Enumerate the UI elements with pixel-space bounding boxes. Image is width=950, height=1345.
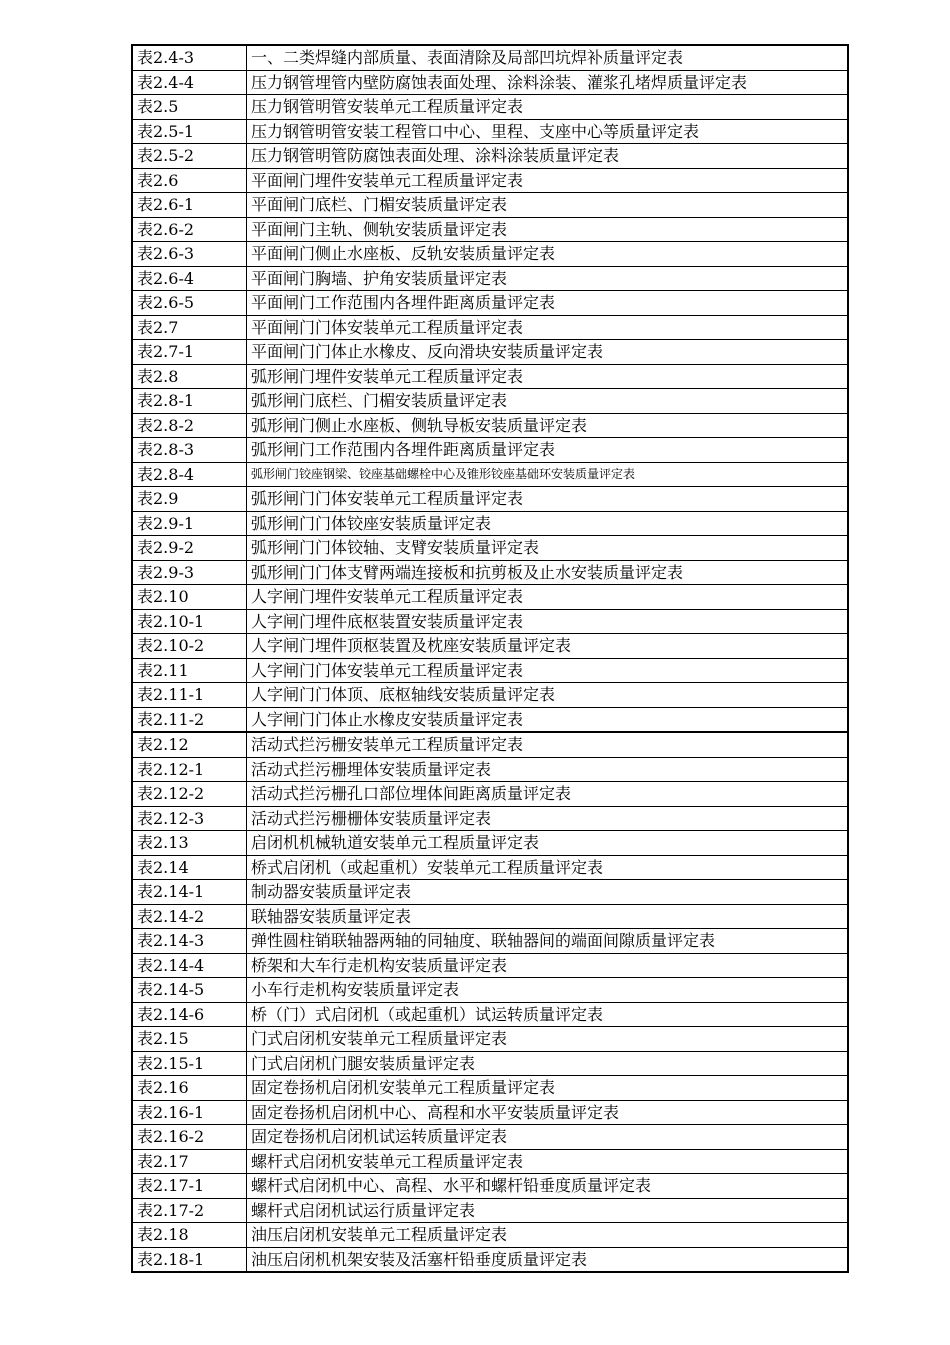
form-title-cell: 联轴器安装质量评定表 (247, 904, 849, 929)
form-title-cell: 弧形闸门底栏、门楣安装质量评定表 (247, 389, 849, 414)
table-row (132, 978, 848, 1003)
form-title-cell: 螺杆式启闭机安装单元工程质量评定表 (247, 1149, 849, 1174)
form-code-cell: 表2.12-3 (132, 806, 247, 831)
table-row (132, 536, 848, 561)
table-row (132, 585, 848, 610)
form-title-cell: 油压启闭机机架安装及活塞杆铅垂度质量评定表 (247, 1247, 849, 1272)
form-title-cell: 平面闸门埋件安装单元工程质量评定表 (247, 168, 849, 193)
form-title-cell: 弧形闸门铰座钢梁、铰座基础螺栓中心及锥形铰座基础环安装质量评定表 (247, 462, 849, 487)
form-title-cell: 平面闸门侧止水座板、反轨安装质量评定表 (247, 242, 849, 267)
form-title-cell: 人字闸门埋件安装单元工程质量评定表 (247, 585, 849, 610)
table-row (132, 855, 848, 880)
table-row (132, 1027, 848, 1052)
form-title-cell: 桥架和大车行走机构安装质量评定表 (247, 953, 849, 978)
form-code-cell: 表2.10-2 (132, 634, 247, 659)
form-code-cell: 表2.8 (132, 364, 247, 389)
form-code-cell: 表2.14-3 (132, 929, 247, 954)
form-code-cell: 表2.15 (132, 1027, 247, 1052)
form-code-cell: 表2.8-1 (132, 389, 247, 414)
form-title-cell: 弹性圆柱销联轴器两轴的同轴度、联轴器间的端面间隙质量评定表 (247, 929, 849, 954)
table-row (132, 806, 848, 831)
table-row (132, 315, 848, 340)
table-row (132, 732, 848, 757)
form-title-cell: 弧形闸门门体支臂两端连接板和抗剪板及止水安装质量评定表 (247, 560, 849, 585)
table-row (132, 511, 848, 536)
table-row (132, 1174, 848, 1199)
form-code-cell: 表2.10-1 (132, 609, 247, 634)
form-title-cell: 固定卷扬机启闭机中心、高程和水平安装质量评定表 (247, 1100, 849, 1125)
form-title-cell: 弧形闸门侧止水座板、侧轨导板安装质量评定表 (247, 413, 849, 438)
form-title-cell: 螺杆式启闭机中心、高程、水平和螺杆铅垂度质量评定表 (247, 1174, 849, 1199)
table-row (132, 462, 848, 487)
form-code-cell: 表2.11-1 (132, 683, 247, 708)
form-title-cell: 弧形闸门工作范围内各埋件距离质量评定表 (247, 438, 849, 463)
form-title-cell: 平面闸门门体止水橡皮、反向滑块安装质量评定表 (247, 340, 849, 365)
form-code-cell: 表2.7 (132, 315, 247, 340)
form-code-cell: 表2.8-4 (132, 462, 247, 487)
table-row (132, 487, 848, 512)
form-code-cell: 表2.7-1 (132, 340, 247, 365)
table-row (132, 831, 848, 856)
form-code-cell: 表2.14 (132, 855, 247, 880)
form-title-cell: 油压启闭机安装单元工程质量评定表 (247, 1223, 849, 1248)
form-index-table (131, 44, 849, 1273)
table-row (132, 782, 848, 807)
form-title-cell: 小车行走机构安装质量评定表 (247, 978, 849, 1003)
table-row (132, 1149, 848, 1174)
table-row (132, 1247, 848, 1272)
form-code-cell: 表2.5-1 (132, 119, 247, 144)
table-row (132, 1100, 848, 1125)
form-title-cell: 平面闸门底栏、门楣安装质量评定表 (247, 193, 849, 218)
form-index-body (132, 45, 848, 1272)
form-code-cell: 表2.13 (132, 831, 247, 856)
table-row (132, 1198, 848, 1223)
table-row (132, 364, 848, 389)
form-code-cell: 表2.8-3 (132, 438, 247, 463)
form-code-cell: 表2.6-2 (132, 217, 247, 242)
form-code-cell: 表2.16 (132, 1076, 247, 1101)
table-row (132, 1076, 848, 1101)
table-row (132, 880, 848, 905)
form-code-cell: 表2.6 (132, 168, 247, 193)
table-row (132, 683, 848, 708)
form-title-cell: 弧形闸门门体铰座安装质量评定表 (247, 511, 849, 536)
form-code-cell: 表2.18 (132, 1223, 247, 1248)
table-row (132, 560, 848, 585)
form-title-cell: 一、二类焊缝内部质量、表面清除及局部凹坑焊补质量评定表 (247, 45, 849, 70)
form-code-cell: 表2.12-2 (132, 782, 247, 807)
form-code-cell: 表2.14-5 (132, 978, 247, 1003)
table-row (132, 340, 848, 365)
form-title-cell: 门式启闭机安装单元工程质量评定表 (247, 1027, 849, 1052)
form-title-cell: 桥式启闭机（或起重机）安装单元工程质量评定表 (247, 855, 849, 880)
table-row (132, 242, 848, 267)
form-title-cell: 螺杆式启闭机试运行质量评定表 (247, 1198, 849, 1223)
table-row (132, 438, 848, 463)
table-row (132, 45, 848, 70)
form-code-cell: 表2.9-3 (132, 560, 247, 585)
table-row (132, 1125, 848, 1150)
form-code-cell: 表2.17-1 (132, 1174, 247, 1199)
table-row (132, 904, 848, 929)
table-row (132, 119, 848, 144)
form-title-cell: 弧形闸门埋件安装单元工程质量评定表 (247, 364, 849, 389)
form-title-cell: 固定卷扬机启闭机安装单元工程质量评定表 (247, 1076, 849, 1101)
form-code-cell: 表2.6-5 (132, 291, 247, 316)
form-code-cell: 表2.14-6 (132, 1002, 247, 1027)
form-code-cell: 表2.4-4 (132, 70, 247, 95)
table-row (132, 144, 848, 169)
form-code-cell: 表2.11-2 (132, 707, 247, 732)
form-title-cell: 固定卷扬机启闭机试运转质量评定表 (247, 1125, 849, 1150)
form-code-cell: 表2.9-2 (132, 536, 247, 561)
form-title-cell: 桥（门）式启闭机（或起重机）试运转质量评定表 (247, 1002, 849, 1027)
form-code-cell: 表2.9 (132, 487, 247, 512)
form-code-cell: 表2.15-1 (132, 1051, 247, 1076)
table-row (132, 1051, 848, 1076)
form-code-cell: 表2.4-3 (132, 45, 247, 70)
form-title-cell: 压力钢管明管防腐蚀表面处理、涂料涂装质量评定表 (247, 144, 849, 169)
form-title-cell: 平面闸门工作范围内各埋件距离质量评定表 (247, 291, 849, 316)
table-row (132, 266, 848, 291)
form-code-cell: 表2.9-1 (132, 511, 247, 536)
form-title-cell: 活动式拦污栅安装单元工程质量评定表 (247, 732, 849, 757)
form-code-cell: 表2.12 (132, 732, 247, 757)
form-title-cell: 启闭机机械轨道安装单元工程质量评定表 (247, 831, 849, 856)
table-row (132, 389, 848, 414)
table-row (132, 413, 848, 438)
form-code-cell: 表2.6-4 (132, 266, 247, 291)
table-row (132, 634, 848, 659)
form-code-cell: 表2.12-1 (132, 757, 247, 782)
form-title-cell: 人字闸门埋件底枢装置安装质量评定表 (247, 609, 849, 634)
table-row (132, 953, 848, 978)
form-code-cell: 表2.14-4 (132, 953, 247, 978)
form-title-cell: 活动式拦污栅孔口部位埋体间距离质量评定表 (247, 782, 849, 807)
table-row (132, 217, 848, 242)
table-row (132, 929, 848, 954)
table-row (132, 95, 848, 120)
form-code-cell: 表2.16-1 (132, 1100, 247, 1125)
form-title-cell: 活动式拦污栅埋体安装质量评定表 (247, 757, 849, 782)
form-title-cell: 平面闸门主轨、侧轨安装质量评定表 (247, 217, 849, 242)
form-title-cell: 弧形闸门门体安装单元工程质量评定表 (247, 487, 849, 512)
table-row (132, 168, 848, 193)
form-title-cell: 制动器安装质量评定表 (247, 880, 849, 905)
form-title-cell: 人字闸门门体止水橡皮安装质量评定表 (247, 707, 849, 732)
table-row (132, 291, 848, 316)
form-title-cell: 弧形闸门门体铰轴、支臂安装质量评定表 (247, 536, 849, 561)
form-code-cell: 表2.8-2 (132, 413, 247, 438)
form-code-cell: 表2.18-1 (132, 1247, 247, 1272)
table-row (132, 70, 848, 95)
form-code-cell: 表2.17 (132, 1149, 247, 1174)
table-row (132, 658, 848, 683)
form-code-cell: 表2.6-3 (132, 242, 247, 267)
form-code-cell: 表2.11 (132, 658, 247, 683)
form-code-cell: 表2.5-2 (132, 144, 247, 169)
form-title-cell: 平面闸门胸墙、护角安装质量评定表 (247, 266, 849, 291)
form-title-cell: 门式启闭机门腿安装质量评定表 (247, 1051, 849, 1076)
form-code-cell: 表2.14-2 (132, 904, 247, 929)
form-title-cell: 人字闸门门体顶、底枢轴线安装质量评定表 (247, 683, 849, 708)
form-code-cell: 表2.17-2 (132, 1198, 247, 1223)
form-title-cell: 平面闸门门体安装单元工程质量评定表 (247, 315, 849, 340)
form-title-cell: 压力钢管明管安装工程管口中心、里程、支座中心等质量评定表 (247, 119, 849, 144)
form-title-cell: 人字闸门埋件顶枢装置及枕座安装质量评定表 (247, 634, 849, 659)
table-row (132, 609, 848, 634)
form-title-cell: 压力钢管埋管内壁防腐蚀表面处理、涂料涂装、灌浆孔堵焊质量评定表 (247, 70, 849, 95)
table-row (132, 1223, 848, 1248)
table-row (132, 1002, 848, 1027)
form-title-cell: 活动式拦污栅栅体安装质量评定表 (247, 806, 849, 831)
table-row (132, 707, 848, 732)
form-code-cell: 表2.14-1 (132, 880, 247, 905)
form-code-cell: 表2.5 (132, 95, 247, 120)
form-code-cell: 表2.16-2 (132, 1125, 247, 1150)
table-row (132, 193, 848, 218)
form-code-cell: 表2.10 (132, 585, 247, 610)
form-title-cell: 人字闸门门体安装单元工程质量评定表 (247, 658, 849, 683)
form-title-cell: 压力钢管明管安装单元工程质量评定表 (247, 95, 849, 120)
table-row (132, 757, 848, 782)
form-code-cell: 表2.6-1 (132, 193, 247, 218)
